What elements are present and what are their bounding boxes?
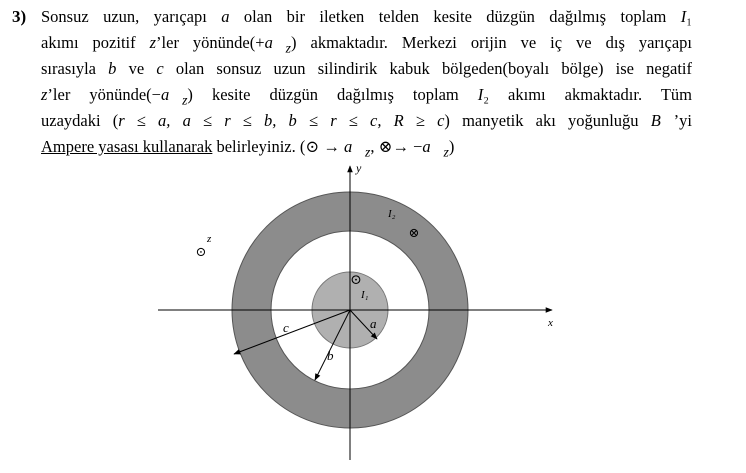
underlined-phrase: Ampere yasası kullanarak bbox=[41, 137, 213, 156]
text-run: ) kesite düzgün dağılmış toplam bbox=[187, 85, 478, 104]
text-run: ’ler yönünde(− bbox=[47, 85, 161, 104]
radius-a-label: a bbox=[370, 316, 377, 331]
z-out-of-page-icon: ⊙ bbox=[195, 244, 207, 259]
symbol-b: b bbox=[108, 59, 117, 78]
current-in-icon: ⊗ bbox=[408, 225, 420, 240]
text-run: akımı akmaktadır. Tüm bbox=[489, 85, 692, 104]
symbol-I2: I bbox=[477, 85, 484, 104]
I1-label: I₁ bbox=[361, 289, 369, 301]
subscript-z: z bbox=[285, 40, 292, 56]
symbol-I1: I bbox=[680, 7, 687, 26]
symbol-z: z bbox=[149, 33, 157, 52]
radius-b-label: b bbox=[327, 348, 334, 363]
unit-vector-a: a⃗ bbox=[343, 137, 366, 156]
text-run: ) bbox=[448, 137, 455, 156]
text-run: olan bir iletken telden kesite düzgün dağılmış toplam bbox=[229, 7, 681, 26]
subscript-z: z bbox=[365, 144, 371, 160]
text-run: belirleyiniz. (⊙ → bbox=[212, 137, 344, 156]
symbol-z: z bbox=[41, 85, 48, 104]
text-run: uzaydaki ( bbox=[41, 111, 119, 130]
unit-vector-a: a⃗ bbox=[422, 137, 444, 156]
text-run: ) akmaktadır. Merkezi orijin ve iç ve dış yarıçapı bbox=[291, 33, 692, 52]
subscript-1: ₁ bbox=[686, 7, 692, 26]
y-axis-label: y bbox=[356, 161, 362, 175]
problem-line-5 bbox=[41, 108, 692, 134]
text-run: Sonsuz uzun, yarıçapı bbox=[41, 7, 222, 26]
x-axis-label: x bbox=[548, 317, 553, 329]
text-run: , ⊗→ − bbox=[370, 137, 423, 156]
z-axis-label: z bbox=[207, 233, 212, 245]
symbol-c: c bbox=[156, 59, 164, 78]
problem-line-1 bbox=[41, 4, 692, 30]
cylinder-cross-section-figure bbox=[150, 158, 570, 463]
problem-line-3 bbox=[41, 56, 692, 82]
symbol-a: a bbox=[221, 7, 230, 26]
radius-c-label: c bbox=[283, 320, 289, 335]
text-run: olan sonsuz uzun silindirik kabuk bölgeden(boyalı bölge) ise negatif bbox=[163, 59, 692, 78]
region-conditions: r ≤ a, a ≤ r ≤ b, b ≤ r ≤ c, R ≥ c bbox=[118, 111, 445, 130]
subscript-z: z bbox=[443, 144, 449, 160]
text-run: ) manyetik akı yoğunluğu bbox=[444, 111, 651, 130]
I2-label: I₂ bbox=[388, 208, 396, 220]
subscript-2: ₂ bbox=[483, 85, 490, 104]
text-run: akımı pozitif bbox=[41, 33, 150, 52]
text-run: sırasıyla bbox=[41, 59, 109, 78]
question-number: 3) bbox=[12, 7, 27, 26]
text-run: ’ler yönünde(+ bbox=[156, 33, 265, 52]
unit-vector-a: a⃗ bbox=[264, 33, 286, 52]
current-out-icon: ⊙ bbox=[350, 273, 362, 288]
unit-vector-a: a⃗ bbox=[160, 85, 183, 104]
text-run: ve bbox=[116, 59, 157, 78]
text-run: ’yi bbox=[673, 111, 692, 130]
symbol-B-vector: B⃗ bbox=[650, 111, 674, 130]
subscript-z: z bbox=[182, 92, 188, 108]
